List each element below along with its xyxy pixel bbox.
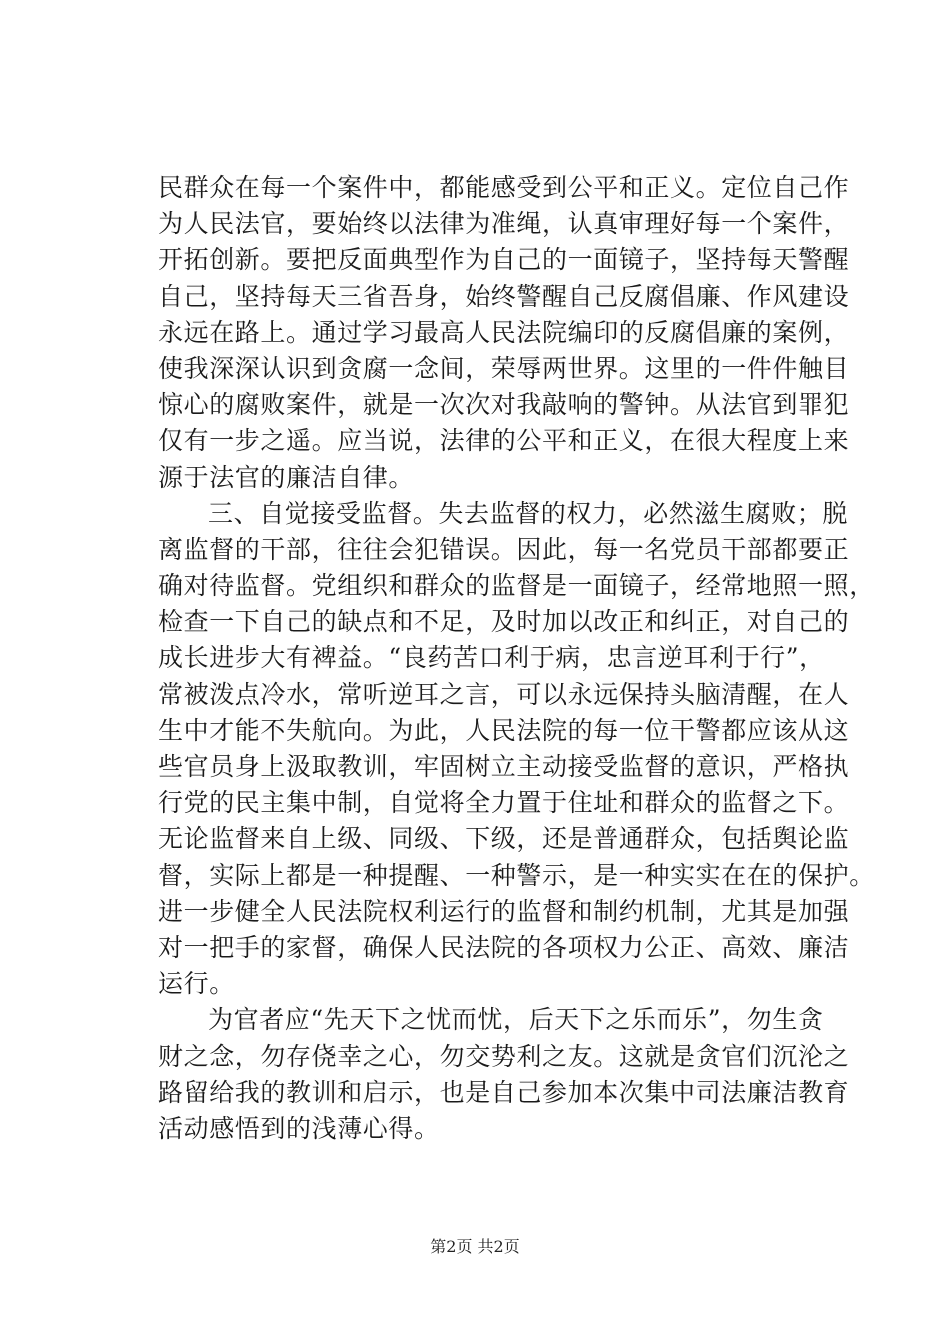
- text-line: 进一步健全人民法院权利运行的监督和制约机制，尤其是加强: [158, 896, 850, 926]
- page-number-footer: 第2页 共2页: [430, 1237, 520, 1256]
- text-line: 常被泼点冷水，常听逆耳之言，可以永远保持头脑清醒，在人: [158, 679, 850, 709]
- document-body: [158, 170, 875, 1147]
- paragraph-first-line: 为官者应“先天下之忧而忧，后天下之乐而乐”，勿生贪: [208, 1005, 824, 1035]
- text-line: 为人民法官，要始终以法律为准绳，认真审理好每一个案件，: [158, 209, 850, 239]
- text-line: 自己，坚持每天三省吾身，始终警醒自己反腐倡廉、作风建设: [158, 281, 850, 311]
- text-line: 路留给我的教训和启示，也是自己参加本次集中司法廉洁教育: [158, 1077, 850, 1107]
- text-line: 督，实际上都是一种提醒、一种警示，是一种实实在在的保护。: [158, 860, 875, 890]
- text-line: 开拓创新。要把反面典型作为自己的一面镜子，坚持每天警醒: [158, 245, 850, 275]
- text-line: 运行。: [158, 969, 235, 999]
- paragraph-first-line: 三、自觉接受监督。失去监督的权力，必然滋生腐败；脱: [208, 498, 849, 528]
- text-line: 离监督的干部，往往会犯错误。因此，每一名党员干部都要正: [158, 534, 850, 564]
- text-line: 源于法官的廉洁自律。: [158, 462, 415, 492]
- text-line: 检查一下自己的缺点和不足，及时加以改正和纠正，对自己的: [158, 607, 850, 637]
- text-line: 惊心的腐败案件，就是一次次对我敲响的警钟。从法官到罪犯: [158, 390, 850, 420]
- text-line: 使我深深认识到贪腐一念间，荣辱两世界。这里的一件件触目: [158, 353, 850, 383]
- text-line: 对一把手的家督，确保人民法院的各项权力公正、高效、廉洁: [158, 932, 850, 962]
- text-line: 永远在路上。通过学习最高人民法院编印的反腐倡廉的案例，: [158, 317, 850, 347]
- text-line: 无论监督来自上级、同级、下级，还是普通群众，包括舆论监: [158, 824, 850, 854]
- text-line: 仅有一步之遥。应当说，法律的公平和正义，在很大程度上来: [158, 426, 850, 456]
- text-line: 行党的民主集中制，自觉将全力置于住址和群众的监督之下。: [158, 788, 850, 818]
- text-line: 生中才能不失航向。为此，人民法院的每一位干警都应该从这: [158, 715, 850, 745]
- text-line: 些官员身上汲取教训，牢固树立主动接受监督的意识，严格执: [158, 752, 850, 781]
- text-line: 财之念，勿存侥幸之心，勿交势利之友。这就是贪官们沉沦之: [158, 1041, 850, 1071]
- text-line: 活动感悟到的浅薄心得。: [158, 1113, 440, 1143]
- text-line: 成长进步大有裨益。“良药苦口利于病，忠言逆耳利于行”，: [158, 643, 825, 673]
- text-line: 确对待监督。党组织和群众的监督是一面镜子，经常地照一照，: [158, 571, 875, 601]
- text-line: 民群众在每一个案件中，都能感受到公平和正义。定位自己作: [158, 173, 850, 202]
